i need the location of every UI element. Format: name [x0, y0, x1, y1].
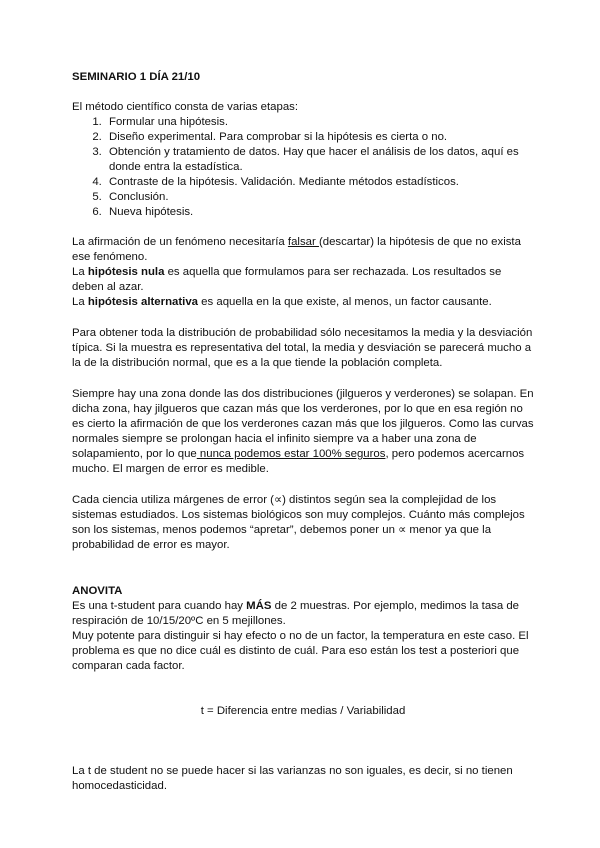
- paragraph-anova-definicion: Es una t-student para cuando hay MÁS de 2 muestras. Por ejemplo, medimos la tasa de respiración de 10/15/20ºC en 5 mejillones.: [72, 600, 520, 627]
- paragraph-margenes-error: Cada ciencia utiliza márgenes de error (∝) distintos según sea la complejidad de los sistemas estudiados. Los sistemas biológicos son muy complejos. Cuánto más complejos son los sistemas, menos podemos “apretar”, debemos poner un ∝ menor ya que la probabilidad de error es mayor.: [72, 494, 525, 551]
- paragraph-hipotesis-alternativa: La hipótesis alternativa es aquella en la que existe, al menos, un factor causante.: [72, 296, 492, 308]
- step-item: 3. Obtención y tratamiento de datos. Hay que hacer el análisis de los datos, aquí es donde entra la estadística.: [105, 145, 534, 175]
- anova-heading: ANOVITA: [72, 585, 123, 597]
- document-title: SEMINARIO 1 DÍA 21/10: [72, 71, 201, 83]
- step-item: 2. Diseño experimental. Para comprobar si la hipótesis es cierta o no.: [105, 130, 534, 145]
- paragraph-falsar: La afirmación de un fenómeno necesitaría falsar (descartar) la hipótesis de que no exista ese fenómeno.: [72, 236, 521, 263]
- formula-t: t = Diferencia entre medias / Variabilidad: [200, 705, 406, 717]
- term-hipotesis-nula: hipótesis nula: [87, 266, 165, 278]
- paragraph-hipotesis-nula: La hipótesis nula es aquella que formulamos para ser rechazada. Los resultados se deben al azar.: [72, 266, 502, 293]
- term-mas: MÁS: [246, 600, 272, 612]
- paragraph-anova-potencia: Muy potente para distinguir si hay efecto o no de un factor, la temperatura en este caso. El problema es que no dice cuál es distinto de cuál. Para eso están los test a posteriori que comparan cada factor.: [72, 630, 529, 672]
- steps-list: [72, 115, 534, 220]
- term-hipotesis-alternativa: hipótesis alternativa: [87, 296, 198, 308]
- intro-text: El método científico consta de varias etapas:: [72, 101, 299, 113]
- step-item: 1. Formular una hipótesis.: [105, 115, 534, 130]
- falsar-term: falsar: [287, 236, 319, 248]
- underlined-claim: nunca podemos estar 100% seguros: [196, 448, 386, 460]
- document-body: [72, 70, 534, 794]
- step-item: 4. Contraste de la hipótesis. Validación. Mediante métodos estadísticos.: [105, 175, 534, 190]
- step-item: 5. Conclusión.: [105, 190, 534, 205]
- paragraph-solapamiento: Siempre hay una zona donde las dos distribuciones (jilgueros y verderones) se solapan. En dicha zona, hay jilgueros que cazan más que los verderones, por lo que en esa región no es cierto la afirmación de que los verderones cazan más que los jilgueros. Como las curvas normales siempre se prolongan hacia el infinito siempre va a haber una zona de solapamiento, por lo que nunca podemos estar 100% seguros, pero podemos acercarnos mucho. El margen de error es medible.: [72, 388, 534, 475]
- step-item: 6. Nueva hipótesis.: [105, 205, 534, 220]
- paragraph-distribucion: Para obtener toda la distribución de probabilidad sólo necesitamos la media y la desviación típica. Si la muestra es representativa del total, la media y desviación se parecerá mucho a la de la distribución normal, que es a la que tiende la población completa.: [72, 327, 533, 369]
- paragraph-t-student: La t de student no se puede hacer si las varianzas no son iguales, es decir, si no tienen homocedasticidad.: [72, 765, 513, 792]
